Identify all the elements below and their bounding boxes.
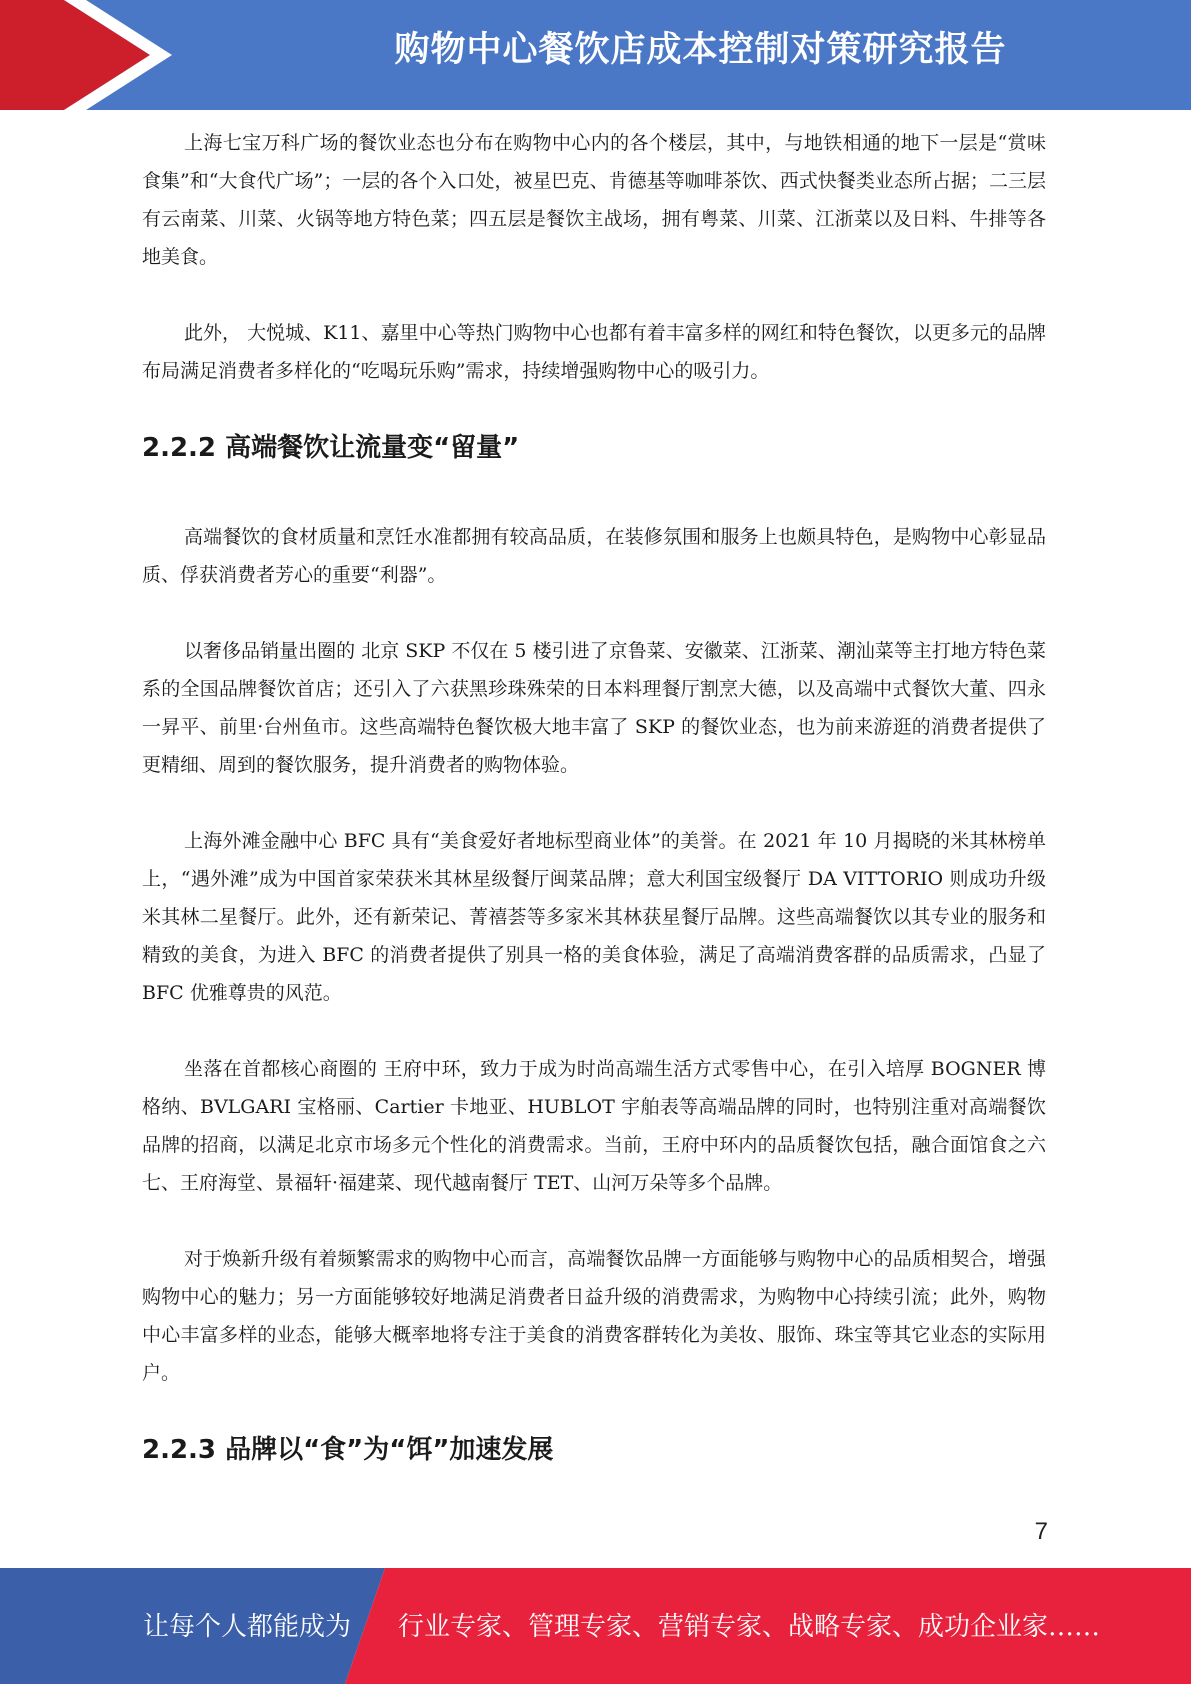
paragraph-other-malls: 此外， 大悦城、K11、嘉里中心等热门购物中心也都有着丰富多样的网红和特色餐饮，以更多元的品牌布局满足消费者多样化的“吃喝玩乐购”需求，持续增强购物中心的吸引力。 <box>142 322 1046 382</box>
paragraph-summary: 对于焕新升级有着频繁需求的购物中心而言，高端餐饮品牌一方面能够与购物中心的品质相契合，增强购物中心的魅力；另一方面能够较好地满足消费者日益升级的消费需求，为购物中心持续引流；此外，购物中心丰富多样的业态，能够大概率地将专注于美食的消费客群转化为美妆、服饰、珠宝等其它业态的实际用户。 <box>142 1248 1046 1384</box>
paragraph-wangfu: 坐落在首都核心商圈的 王府中环，致力于成为时尚高端生活方式零售中心，在引入培厚 BOGNER 博格纳、BVLGARI 宝格丽、Cartier 卡地亚、HUBLOT 宇舶表等高端品牌的同时，也特别注重对高端餐饮品牌的招商，以满足北京市场多元个性化的消费需求。当前，王府中环内的品质餐饮包括，融合面馆食之六七、王府海堂、景福轩·福建菜、现代越南餐厅 TET、山河万朵等多个品牌。 <box>142 1058 1046 1194</box>
section-heading-2-2-3: 2.2.3 品牌以“食”为“饵”加速发展 <box>142 1435 554 1465</box>
report-title: 购物中心餐饮店成本控制对策研究报告 <box>394 30 1007 70</box>
paragraph-high-end-intro: 高端餐饮的食材质量和烹饪水准都拥有较高品质，在装修氛围和服务上也颇具特色，是购物中心彰显品质、俘获消费者芳心的重要“利器”。 <box>142 526 1046 586</box>
section-heading-2-2-2: 2.2.2 高端餐饮让流量变“留量” <box>142 433 520 463</box>
main-content <box>142 124 1046 1520</box>
paragraph-bfc: 上海外滩金融中心 BFC 具有“美食爱好者地标型商业体”的美誉。在 2021 年 10 月揭晓的米其林榜单上，“遇外滩”成为中国首家荣获米其林星级餐厅闽菜品牌；意大利国宝级餐厅 DA VITTORIO 则成功升级米其林二星餐厅。此外，还有新荣记、菁禧荟等多家米其林获星餐厅品牌。这些高端餐饮以其专业的服务和精致的美食，为进入 BFC 的消费者提供了别具一格的美食体验，满足了高端消费客群的品质需求，凸显了 BFC 优雅尊贵的风范。 <box>142 830 1046 1004</box>
footer-slogan-right: 行业专家、管理专家、营销专家、战略专家、成功企业家…… <box>398 1612 1101 1642</box>
page-number: 7 <box>1034 1518 1048 1545</box>
paragraph-skp: 以奢侈品销量出圈的 北京 SKP 不仅在 5 楼引进了京鲁菜、安徽菜、江浙菜、潮汕菜等主打地方特色菜系的全国品牌餐饮首店；还引入了六获黑珍珠殊荣的日本料理餐厅割烹大德，以及高端中式餐饮大董、四永一昇平、前里·台州鱼市。这些高端特色餐饮极大地丰富了 SKP 的餐饮业态，也为前来游逛的消费者提供了更精细、周到的餐饮服务，提升消费者的购物体验。 <box>142 640 1046 776</box>
page-header <box>0 0 1191 110</box>
page-footer <box>0 1568 1191 1684</box>
footer-slogan-left: 让每个人都能成为 <box>143 1612 352 1642</box>
paragraph-qibao: 上海七宝万科广场的餐饮业态也分布在购物中心内的各个楼层，其中，与地铁相通的地下一层是“赏味食集”和“大食代广场”；一层的各个入口处，被星巴克、肯德基等咖啡茶饮、西式快餐类业态所占据；二三层有云南菜、川菜、火锅等地方特色菜；四五层是餐饮主战场，拥有粤菜、川菜、江浙菜以及日料、牛排等各地美食。 <box>142 132 1046 268</box>
